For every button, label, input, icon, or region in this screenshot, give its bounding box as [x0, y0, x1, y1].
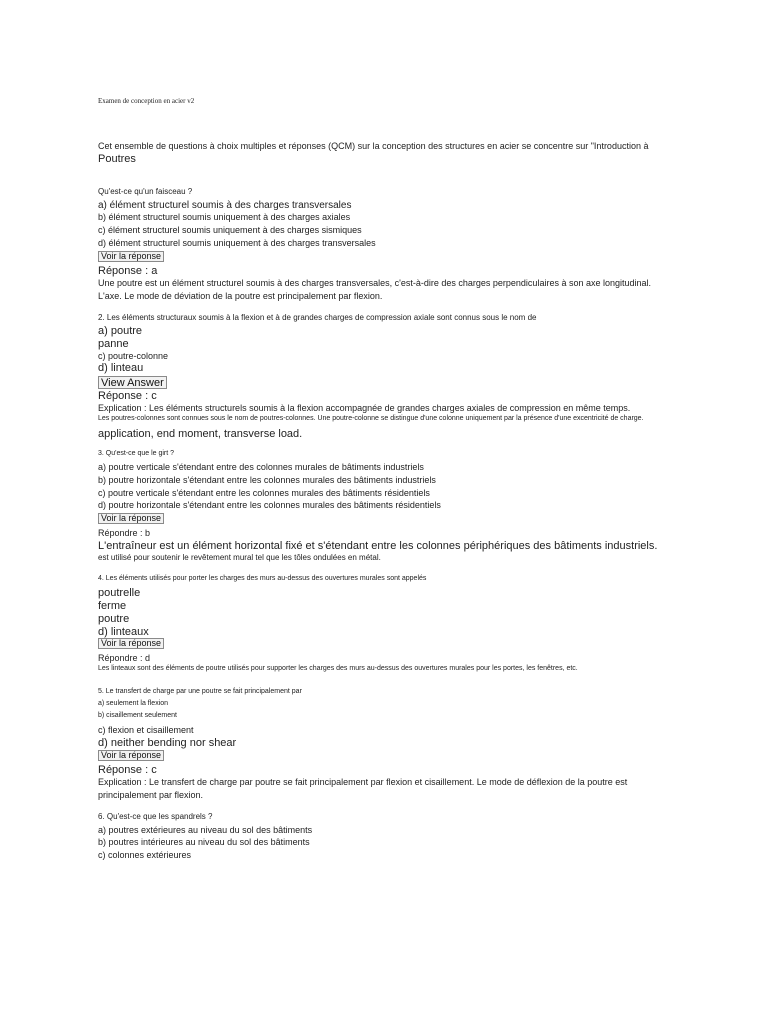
question-2-option-b: panne: [98, 338, 129, 350]
question-5-option-a: a) seulement la flexion: [98, 700, 169, 707]
question-4-option-b: ferme: [98, 600, 127, 612]
question-5-explanation-2: principalement par flexion.: [98, 790, 204, 800]
question-1-explanation-2: L'axe. Le mode de déviation de la poutre est principalement par flexion.: [98, 291, 383, 301]
question-1-option-a: a) élément structurel soumis à des charges transversales: [98, 200, 352, 211]
question-3-explanation-1: L'entraîneur est un élément horizontal fixé et s'étendant entre les colonnes périphériques des bâtiments industriels.: [98, 540, 658, 552]
question-5-option-d: d) neither bending nor shear: [98, 737, 237, 749]
question-4-option-c: poutre: [98, 613, 130, 625]
question-2-text: 2. Les éléments structuraux soumis à la flexion et à de grandes charges de compression axiale sont connus sous le nom de: [98, 313, 537, 322]
question-3-option-a: a) poutre verticale s'étendant entre des colonnes murales de bâtiments industriels: [98, 462, 424, 472]
question-1-option-c: c) élément structurel soumis uniquement à des charges sismiques: [98, 225, 362, 235]
intro-line-1: Cet ensemble de questions à choix multiples et réponses (QCM) sur la conception des structures en acier se concentre sur "Introduction à: [98, 141, 649, 151]
question-6-text: 6. Qu'est-ce que les spandrels ?: [98, 812, 213, 821]
question-2-explanation-2: Les poutres-colonnes sont connues sous le nom de poutres-colonnes. Une poutre-colonne se distingue d'une colonne uniquement par la présence d'une excentricité de charge.: [98, 415, 644, 422]
intro-line-2: Poutres: [98, 153, 136, 165]
question-1-explanation-1: Une poutre est un élément structurel soumis à des charges transversales, c'est-à-dire des charges perpendiculaires à son axe longitudinal.: [98, 278, 652, 288]
question-1-option-d: d) élément structurel soumis uniquement à des charges transversales: [98, 238, 376, 248]
question-2-explanation-1: Explication : Les éléments structurels soumis à la flexion accompagnée de grandes charges axiales de compression en même temps.: [98, 403, 631, 413]
question-1-option-b: b) élément structurel soumis uniquement à des charges axiales: [98, 212, 351, 222]
question-5-text: 5. Le transfert de charge par une poutre se fait principalement par: [98, 688, 302, 695]
question-6-option-b: b) poutres intérieures au niveau du sol des bâtiments: [98, 837, 310, 847]
document-title: Examen de conception en acier v2: [98, 97, 195, 105]
question-4-explanation-1: Les linteaux sont des éléments de poutre utilisés pour supporter les charges des murs au-dessus des ouvertures murales pour les portes, les fenêtres, etc.: [98, 665, 578, 672]
view-answer-button-2[interactable]: View Answer: [98, 376, 167, 389]
question-1-text: Qu'est-ce qu'un faisceau ?: [98, 187, 193, 196]
view-answer-button-4[interactable]: Voir la réponse: [98, 638, 164, 649]
question-2-explanation-3: application, end moment, transverse load.: [98, 428, 303, 440]
question-3-answer: Répondre : b: [98, 528, 151, 538]
question-2-option-a: a) poutre: [98, 325, 143, 337]
question-2-answer: Réponse : c: [98, 390, 157, 402]
question-5-explanation-1: Explication : Le transfert de charge par poutre se fait principalement par flexion et cisaillement. Le mode de déflexion de la poutre est: [98, 777, 628, 787]
question-5-answer: Réponse : c: [98, 764, 157, 776]
question-2-option-c: c) poutre-colonne: [98, 351, 169, 361]
question-3-option-b: b) poutre horizontale s'étendant entre les colonnes murales des bâtiments industriels: [98, 475, 436, 485]
question-4-answer: Répondre : d: [98, 653, 151, 663]
question-5-option-c: c) flexion et cisaillement: [98, 725, 194, 735]
question-3-text: 3. Qu'est-ce que le girt ?: [98, 450, 175, 457]
question-4-text: 4. Les éléments utilisés pour porter les charges des murs au-dessus des ouvertures murales sont appelés: [98, 575, 427, 582]
question-6-option-a: a) poutres extérieures au niveau du sol des bâtiments: [98, 825, 313, 835]
question-6-option-c: c) colonnes extérieures: [98, 850, 192, 860]
question-4-option-a: poutrelle: [98, 587, 141, 599]
question-3-explanation-2: est utilisé pour soutenir le revêtement mural tel que les tôles ondulées en métal.: [98, 553, 381, 562]
question-3-option-c: c) poutre verticale s'étendant entre les colonnes murales des bâtiments résidentiels: [98, 488, 430, 498]
question-3-option-d: d) poutre horizontale s'étendant entre les colonnes murales des bâtiments résidentiels: [98, 500, 441, 510]
question-4-option-d: d) linteaux: [98, 626, 149, 638]
question-5-option-b: b) cisaillement seulement: [98, 712, 177, 719]
view-answer-button-1[interactable]: Voir la réponse: [98, 251, 164, 262]
view-answer-button-3[interactable]: Voir la réponse: [98, 513, 164, 524]
question-1-answer: Réponse : a: [98, 265, 158, 277]
question-2-option-d: d) linteau: [98, 362, 144, 374]
view-answer-button-5[interactable]: Voir la réponse: [98, 750, 164, 761]
